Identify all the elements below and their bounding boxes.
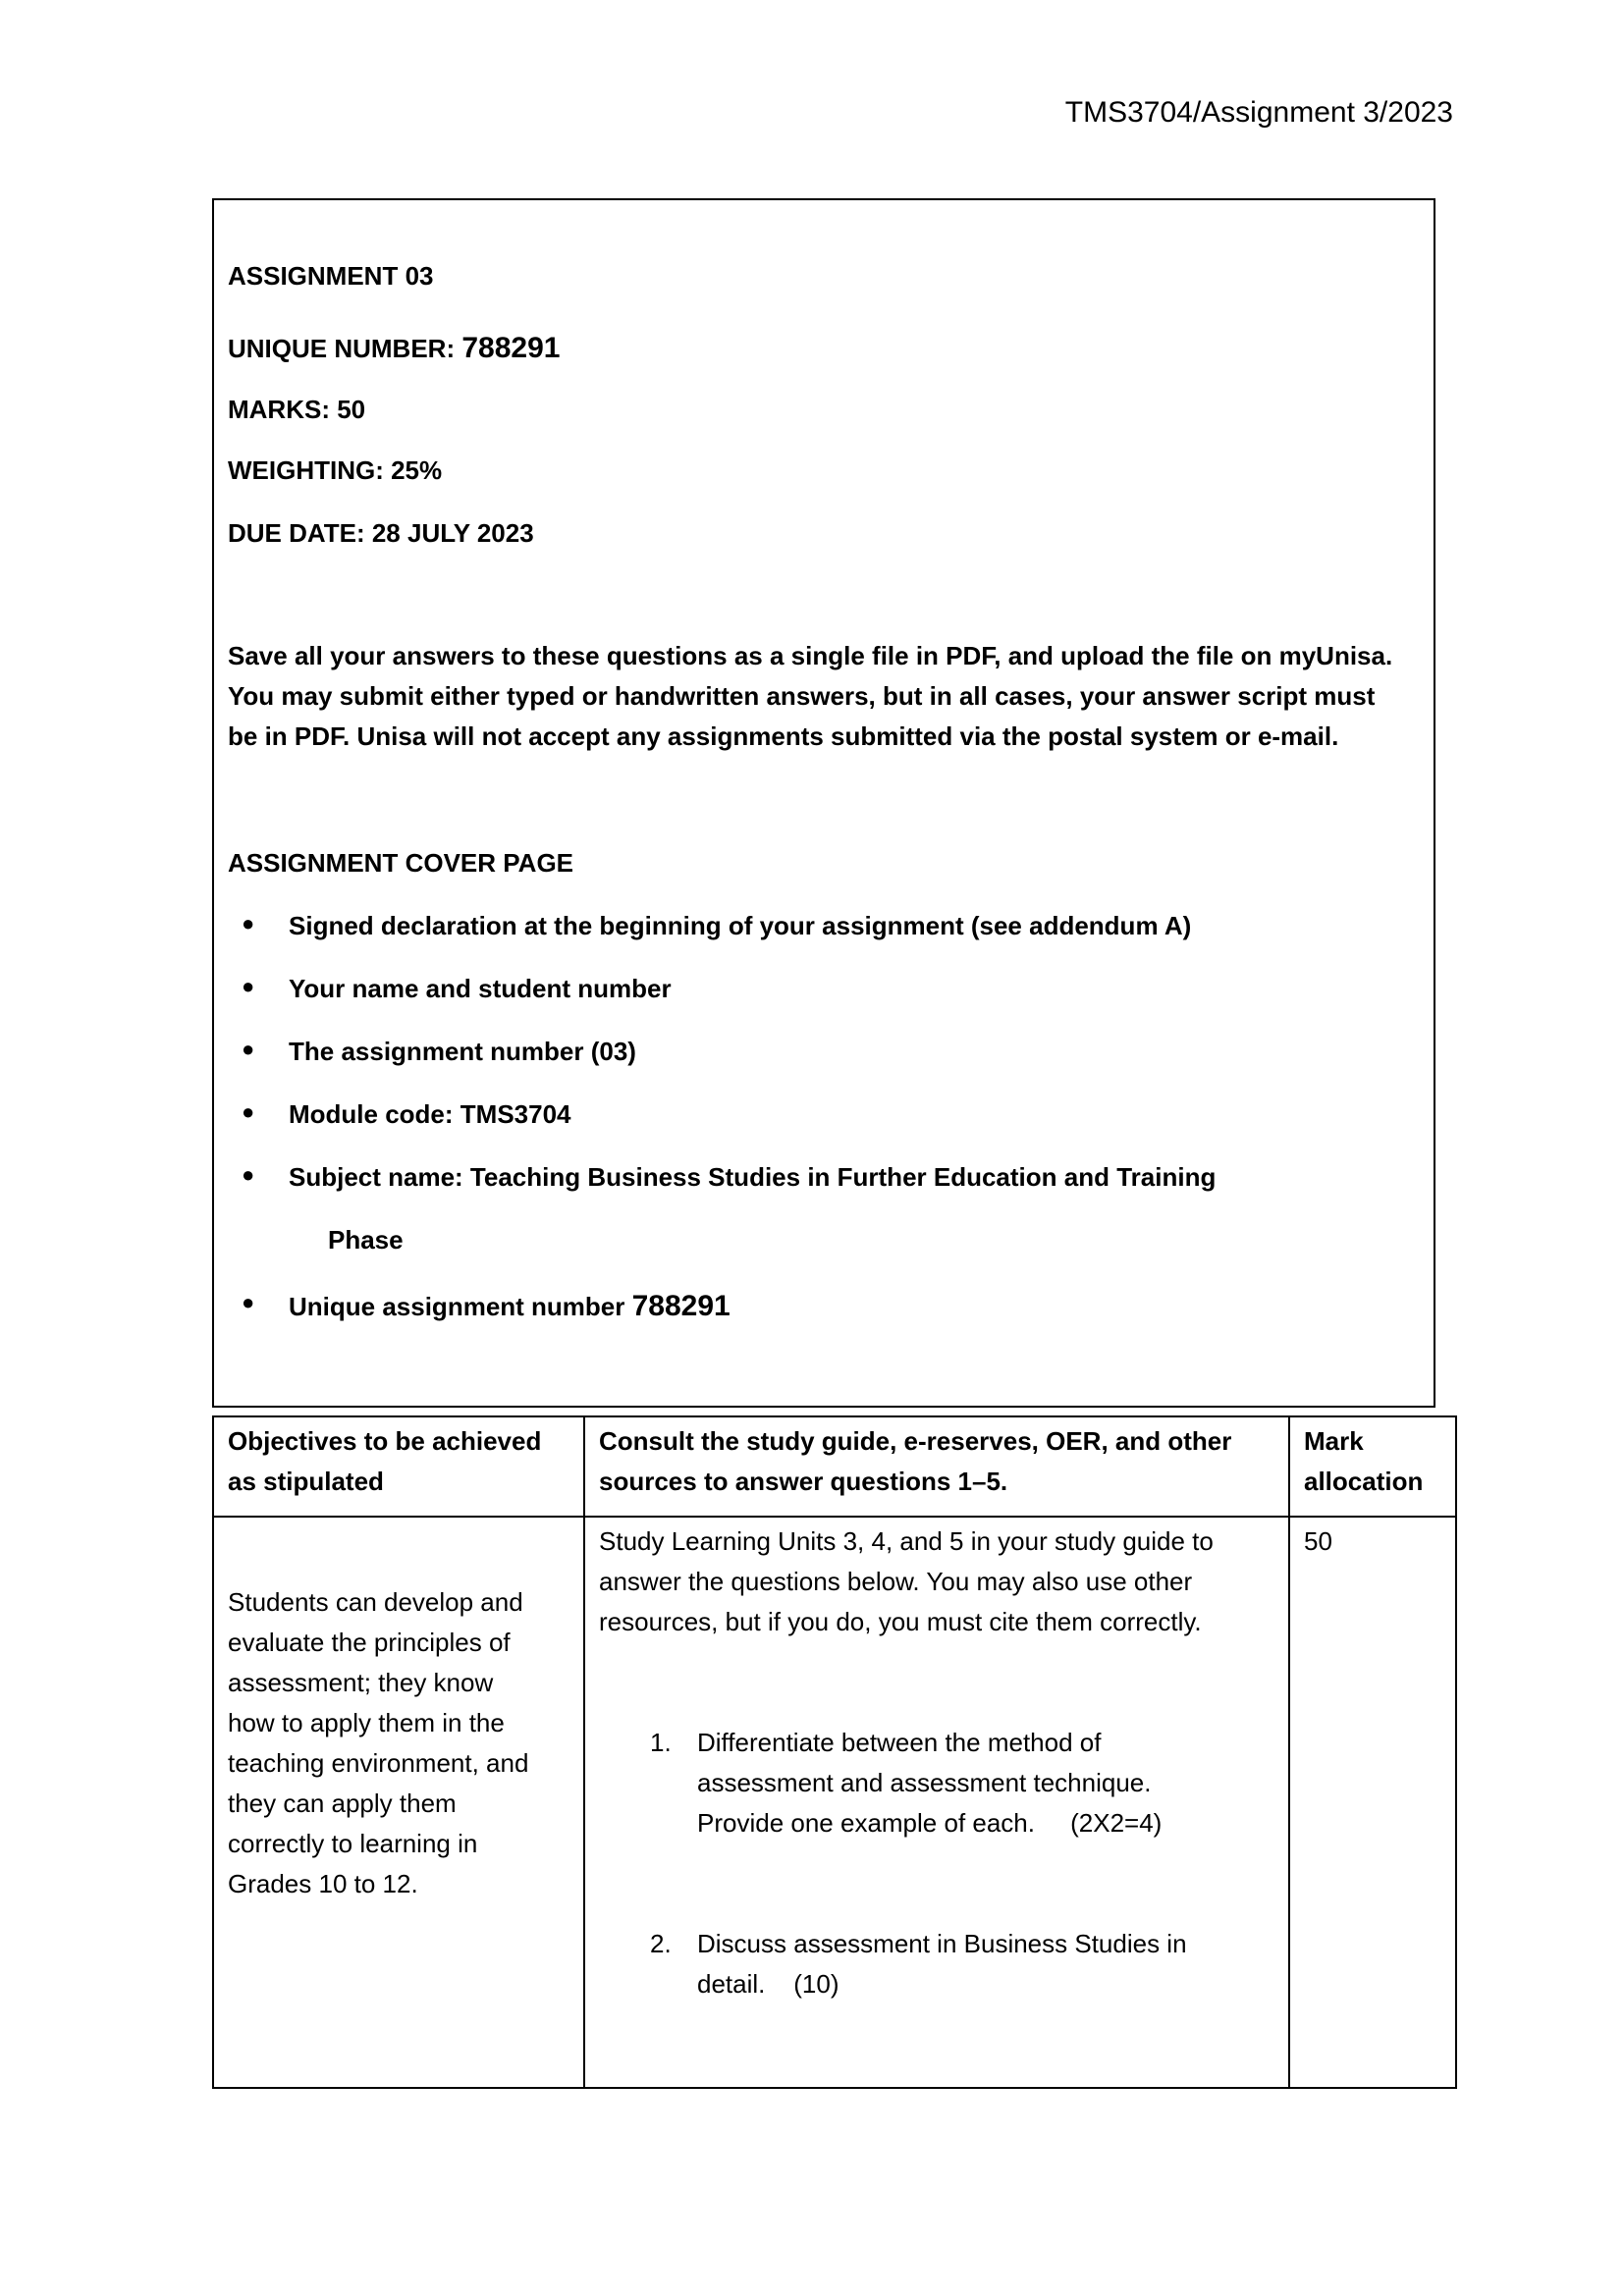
bullet-icon: ● [242, 1037, 255, 1061]
bullet-icon: ● [242, 1162, 255, 1187]
assignment-info-box [212, 198, 1435, 1408]
cover-item: ● Signed declaration at the beginning of your assignment (see addendum A) [242, 911, 1192, 940]
page-header-reference: TMS3704/Assignment 3/2023 [1064, 96, 1453, 129]
cover-item: ● Subject name: Teaching Business Studies in Further Education and Training [242, 1162, 1217, 1192]
question-item: 2. Discuss assessment in Business Studies in detail. (10) [650, 1929, 1187, 1999]
weighting: WEIGHTING: 25% [228, 455, 443, 485]
bullet-icon: ● [242, 1099, 255, 1124]
submission-instructions [228, 636, 1421, 757]
table-row [213, 1517, 1456, 2088]
unique-number-value: 788291 [461, 332, 561, 364]
bullet-icon: ● [242, 1290, 255, 1314]
mark-value: 50 [1304, 1526, 1332, 1556]
instruction-line: You may submit either typed or handwritten answers, but in all cases, your answer script must [228, 681, 1376, 711]
cover-item-continuation: Phase [328, 1225, 404, 1255]
instruction-line: Save all your answers to these questions as a single file in PDF, and upload the file on myUnisa. [228, 641, 1393, 670]
questions-cell [584, 1517, 1289, 2088]
cover-item: ● The assignment number (03) [242, 1037, 636, 1066]
question-list [599, 1723, 1274, 2004]
objectives-table [212, 1415, 1457, 2089]
table-header-row [213, 1416, 1456, 1517]
bullet-icon: ● [242, 974, 255, 998]
cover-item-unique-number: ● Unique assignment number 788291 [242, 1290, 731, 1322]
mark-cell [1289, 1517, 1456, 2088]
cover-item: ● Module code: TMS3704 [242, 1099, 571, 1129]
due-date: DUE DATE: 28 JULY 2023 [228, 518, 534, 548]
assignment-label: ASSIGNMENT 03 [228, 261, 434, 291]
header-objectives: Objectives to be achieved as stipulated [213, 1416, 584, 1517]
instruction-line: be in PDF. Unisa will not accept any assignments submitted via the postal system or e-mail. [228, 721, 1339, 751]
marks: MARKS: 50 [228, 395, 366, 424]
cover-page-heading: ASSIGNMENT COVER PAGE [228, 848, 574, 878]
bullet-icon: ● [242, 911, 255, 935]
header-consult: Consult the study guide, e-reserves, OER, and other sources to answer questions 1–5. [584, 1416, 1289, 1517]
question-item: 1. Differentiate between the method of assessment and assessment technique. Provide one example of each. (2X2=4) [650, 1728, 1163, 1838]
header-mark-allocation: Mark allocation [1289, 1416, 1456, 1517]
intro-text: Study Learning Units 3, 4, and 5 in your study guide to answer the questions below. You may also use other resources, but if you do, you must cite them correctly. [599, 1526, 1214, 1636]
objective-cell: Students can develop and evaluate the principles of assessment; they know how to apply them in the teaching environment, and they can apply them correctly to learning in Grades 10 to 12. [213, 1517, 584, 2088]
unique-number-label: UNIQUE NUMBER: [228, 334, 462, 363]
cover-item: ● Your name and student number [242, 974, 672, 1003]
unique-number [228, 332, 560, 365]
